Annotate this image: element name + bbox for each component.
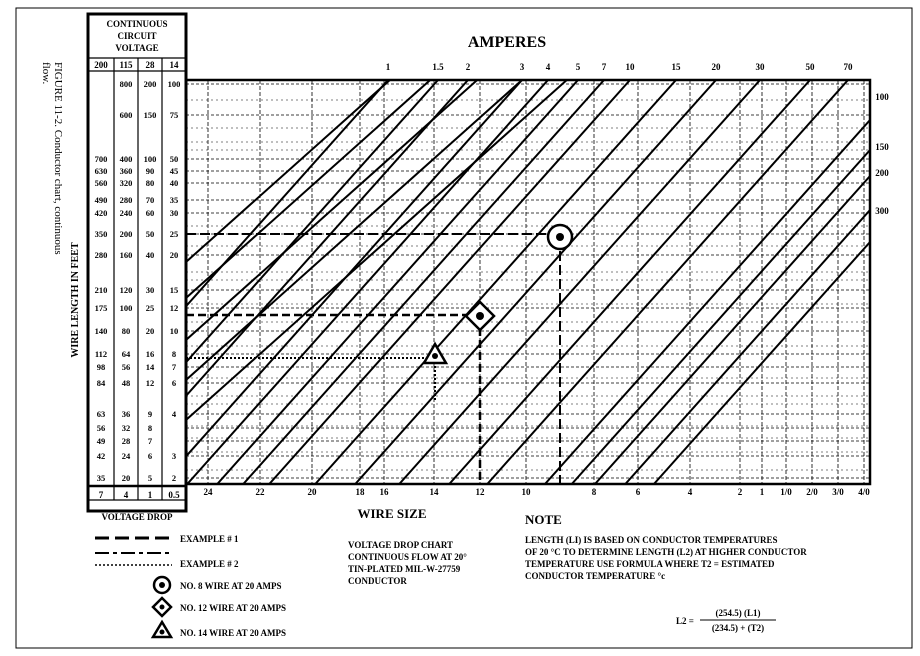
x-axis-label: WIRE SIZE bbox=[357, 506, 427, 521]
wire-size-tick: 2/0 bbox=[806, 487, 818, 497]
length-value: 25 bbox=[145, 303, 155, 313]
length-value: 175 bbox=[94, 303, 108, 313]
ampere-tick: 30 bbox=[755, 62, 765, 72]
length-value: 150 bbox=[143, 110, 157, 120]
chart-caption-line: CONDUCTOR bbox=[348, 576, 407, 586]
no14-marker-dot bbox=[432, 353, 438, 359]
wire-size-tick: 16 bbox=[379, 487, 389, 497]
length-value: 7 bbox=[171, 362, 177, 372]
length-value: 490 bbox=[94, 195, 108, 205]
example1-label: EXAMPLE # 1 bbox=[180, 534, 239, 544]
voltage-column-label: 200 bbox=[94, 60, 108, 70]
ampere-right-tick: 200 bbox=[875, 168, 889, 178]
length-value: 49 bbox=[96, 436, 106, 446]
length-value: 12 bbox=[169, 303, 179, 313]
ampere-tick: 4 bbox=[545, 62, 551, 72]
wire-size-tick: 6 bbox=[635, 487, 641, 497]
wire-size-tick: 14 bbox=[429, 487, 439, 497]
length-value: 7 bbox=[147, 436, 153, 446]
length-value: 56 bbox=[96, 423, 106, 433]
ampere-diagonal-line bbox=[186, 80, 522, 380]
length-value: 140 bbox=[94, 326, 108, 336]
amperes-title: AMPERES bbox=[467, 34, 547, 51]
length-value: 50 bbox=[169, 154, 179, 164]
note-line: TEMPERATURE USE FORMULA WHERE T2 = ESTIMATED bbox=[525, 559, 775, 569]
ampere-diagonal-line bbox=[107, 80, 468, 484]
ampere-tick: 10 bbox=[625, 62, 635, 72]
ampere-tick: 1 bbox=[385, 62, 391, 72]
length-value: 98 bbox=[96, 362, 106, 372]
chart-caption-line: VOLTAGE DROP CHART bbox=[348, 540, 454, 550]
length-value: 100 bbox=[143, 154, 157, 164]
length-value: 280 bbox=[94, 250, 108, 260]
length-value: 80 bbox=[145, 178, 155, 188]
length-value: 40 bbox=[145, 250, 155, 260]
voltage-drop-label: VOLTAGE DROP bbox=[101, 512, 173, 522]
ampere-diagonal-line bbox=[315, 80, 676, 484]
formula-numerator: (254.5) (L1) bbox=[715, 608, 761, 618]
ampere-tick: 3 bbox=[519, 62, 525, 72]
length-value: 48 bbox=[121, 378, 131, 388]
length-value: 10 bbox=[169, 326, 179, 336]
note-line: LENGTH (LI) IS BASED ON CONDUCTOR TEMPERATURES bbox=[525, 535, 778, 545]
length-value: 75 bbox=[169, 110, 179, 120]
length-value: 420 bbox=[94, 208, 108, 218]
length-value: 28 bbox=[121, 436, 131, 446]
voltage-column-label: 14 bbox=[169, 60, 179, 70]
voltage-drop-value: 0.5 bbox=[168, 490, 180, 500]
formula-lhs: L2 = bbox=[676, 616, 694, 626]
legend-no14-label: NO. 14 WIRE AT 20 AMPS bbox=[180, 628, 287, 638]
voltage-drop-value: 4 bbox=[123, 490, 129, 500]
length-value: 240 bbox=[119, 208, 133, 218]
legend-no8-label: NO. 8 WIRE AT 20 AMPS bbox=[180, 581, 282, 591]
legend-no12-dot bbox=[160, 605, 165, 610]
length-value: 100 bbox=[119, 303, 133, 313]
length-value: 45 bbox=[169, 166, 179, 176]
ampere-tick: 70 bbox=[843, 62, 853, 72]
length-value: 6 bbox=[147, 451, 153, 461]
length-value: 350 bbox=[94, 229, 108, 239]
ampere-diagonal-line bbox=[187, 80, 548, 484]
length-value: 100 bbox=[167, 79, 181, 89]
wire-size-tick: 3/0 bbox=[832, 487, 844, 497]
legend-no12-label: NO. 12 WIRE AT 20 AMPS bbox=[180, 603, 287, 613]
voltage-drop-value: 1 bbox=[147, 490, 153, 500]
ampere-tick: 20 bbox=[711, 62, 721, 72]
length-value: 600 bbox=[119, 110, 133, 120]
chart-caption-line: TIN-PLATED MIL-W-27759 bbox=[348, 564, 461, 574]
note-line: CONDUCTOR TEMPERATURE °c bbox=[525, 571, 666, 581]
length-value: 630 bbox=[94, 166, 108, 176]
length-value: 2 bbox=[171, 473, 177, 483]
length-value: 6 bbox=[171, 378, 177, 388]
length-value: 63 bbox=[96, 409, 106, 419]
length-value: 200 bbox=[143, 79, 157, 89]
length-value: 360 bbox=[119, 166, 133, 176]
wire-size-tick: 22 bbox=[255, 487, 265, 497]
legend-no14-dot bbox=[160, 630, 165, 635]
length-value: 20 bbox=[145, 326, 155, 336]
ampere-right-tick: 150 bbox=[875, 142, 889, 152]
length-value: 30 bbox=[145, 285, 155, 295]
ampere-diagonal-line bbox=[449, 80, 810, 484]
wire-size-tick: 12 bbox=[475, 487, 485, 497]
length-value: 200 bbox=[119, 229, 133, 239]
length-value: 42 bbox=[96, 451, 106, 461]
length-value: 210 bbox=[94, 285, 108, 295]
note-title: NOTE bbox=[525, 512, 562, 527]
length-value: 56 bbox=[121, 362, 131, 372]
length-value: 60 bbox=[145, 208, 155, 218]
length-value: 9 bbox=[147, 409, 153, 419]
ampere-diagonal-line bbox=[625, 210, 870, 484]
legend-no8-dot bbox=[159, 582, 165, 588]
voltage-column-label: 115 bbox=[119, 60, 133, 70]
ampere-right-tick: 300 bbox=[875, 206, 889, 216]
length-value: 800 bbox=[119, 79, 133, 89]
length-value: 70 bbox=[145, 195, 155, 205]
ampere-tick: 50 bbox=[805, 62, 815, 72]
length-value: 25 bbox=[169, 229, 179, 239]
length-value: 8 bbox=[171, 349, 177, 359]
ampere-tick: 1.5 bbox=[432, 62, 444, 72]
wire-size-tick: 2 bbox=[737, 487, 743, 497]
voltage-column-label: 28 bbox=[145, 60, 155, 70]
example2-label: EXAMPLE # 2 bbox=[180, 559, 239, 569]
length-value: 64 bbox=[121, 349, 131, 359]
length-value: 400 bbox=[119, 154, 133, 164]
wire-size-tick: 4/0 bbox=[858, 487, 870, 497]
voltage-drop-value: 7 bbox=[98, 490, 104, 500]
length-value: 560 bbox=[94, 178, 108, 188]
y-axis-label: WIRE LENGTH IN FEET bbox=[70, 242, 81, 358]
ampere-tick: 5 bbox=[575, 62, 581, 72]
ampere-tick: 2 bbox=[465, 62, 471, 72]
length-value: 120 bbox=[119, 285, 133, 295]
length-value: 12 bbox=[145, 378, 155, 388]
length-value: 5 bbox=[147, 473, 153, 483]
length-value: 24 bbox=[121, 451, 131, 461]
length-value: 35 bbox=[96, 473, 106, 483]
length-value: 40 bbox=[169, 178, 179, 188]
length-value: 20 bbox=[121, 473, 131, 483]
length-value: 14 bbox=[145, 362, 155, 372]
no8-marker-dot bbox=[556, 233, 564, 241]
formula-denominator: (234.5) + (T2) bbox=[711, 623, 765, 633]
length-value: 3 bbox=[171, 451, 177, 461]
ampere-diagonal-line bbox=[186, 80, 567, 420]
wire-size-tick: 10 bbox=[521, 487, 531, 497]
length-value: 30 bbox=[169, 208, 179, 218]
length-value: 15 bbox=[169, 285, 179, 295]
ampere-diagonal-line bbox=[487, 80, 848, 484]
length-value: 20 bbox=[169, 250, 179, 260]
note-line: OF 20 °C TO DETERMINE LENGTH (L2) AT HIGHER CONDUCTOR bbox=[525, 547, 807, 557]
length-value: 36 bbox=[121, 409, 131, 419]
length-value: 280 bbox=[119, 195, 133, 205]
ampere-right-tick: 100 bbox=[875, 92, 889, 102]
wire-size-tick: 1 bbox=[759, 487, 765, 497]
length-value: 35 bbox=[169, 195, 179, 205]
wire-size-tick: 18 bbox=[355, 487, 365, 497]
length-value: 80 bbox=[121, 326, 131, 336]
length-value: 320 bbox=[119, 178, 133, 188]
wire-size-tick: 4 bbox=[687, 487, 693, 497]
length-value: 700 bbox=[94, 154, 108, 164]
wire-size-tick: 24 bbox=[203, 487, 213, 497]
length-value: 50 bbox=[145, 229, 155, 239]
wire-size-tick: 20 bbox=[307, 487, 317, 497]
length-value: 160 bbox=[119, 250, 133, 260]
length-value: 4 bbox=[171, 409, 177, 419]
wire-size-tick: 8 bbox=[591, 487, 597, 497]
no12-marker-dot bbox=[476, 312, 484, 320]
wire-size-tick: 1/0 bbox=[780, 487, 792, 497]
voltage-header-text: CIRCUIT bbox=[117, 31, 157, 41]
ampere-tick: 7 bbox=[601, 62, 607, 72]
length-value: 90 bbox=[145, 166, 155, 176]
figure-caption: FIGURE 11-2. Conductor chart, continuous flow. bbox=[40, 62, 64, 255]
ampere-tick: 15 bbox=[671, 62, 681, 72]
length-value: 112 bbox=[94, 349, 108, 359]
chart-caption-line: CONTINUOUS FLOW AT 20° bbox=[348, 552, 467, 562]
voltage-header-text: CONTINUOUS bbox=[106, 19, 168, 29]
ampere-diagonal-line bbox=[186, 80, 430, 298]
voltage-header-text: VOLTAGE bbox=[115, 43, 159, 53]
length-value: 32 bbox=[121, 423, 131, 433]
length-value: 8 bbox=[147, 423, 153, 433]
length-value: 84 bbox=[96, 378, 106, 388]
ampere-diagonal-line bbox=[243, 80, 604, 484]
length-value: 16 bbox=[145, 349, 155, 359]
ampere-diagonal-line bbox=[217, 80, 578, 484]
